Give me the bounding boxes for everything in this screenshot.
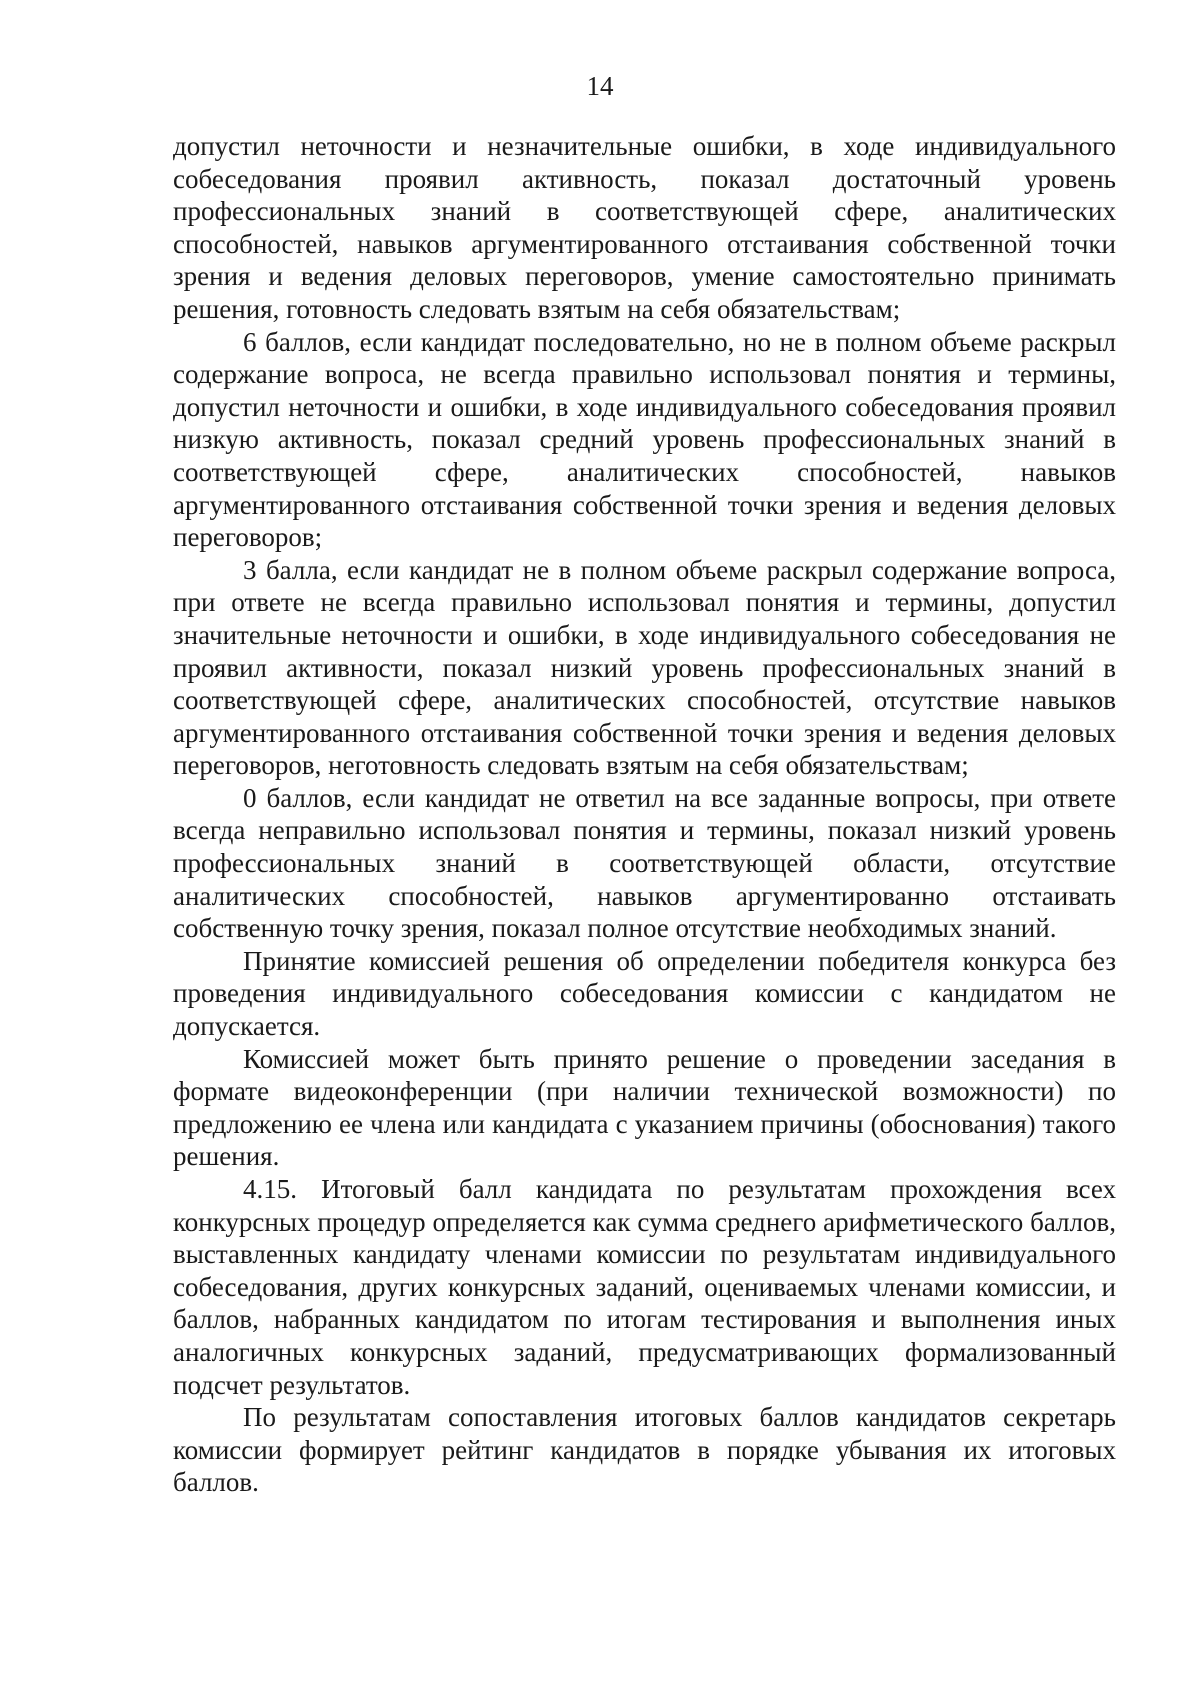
paragraph-6-points: 6 баллов, если кандидат последовательно, но не в полном объеме раскрыл содержание вопроса, не всегда правильно использовал понятия и термины, допустил неточности и ошибки, в ходе индивидуального собеседования проявил низкую активность, показал средний уровень профессиональных знаний в соответствующей сфере, аналитических способностей, навыков аргументированного отстаивания собственной точки зрения и ведения деловых переговоров; xyxy=(173,326,1116,553)
paragraph-3-points: 3 балла, если кандидат не в полном объеме раскрыл содержание вопроса, при ответе не всегда правильно использовал понятия и термины, допустил значительные неточности и ошибки, в ходе индивидуального собеседования не проявил активности, показал низкий уровень профессиональных знаний в соответствующей сфере, аналитических способностей, отсутствие навыков аргументированного отстаивания собственной точки зрения и ведения деловых переговоров, неготовность следовать взятым на себя обязательствам; xyxy=(173,554,1116,781)
paragraph-4-15-final-score: 4.15. Итоговый балл кандидата по результатам прохождения всех конкурсных процедур определяется как сумма среднего арифметического баллов, выставленных кандидату членами комиссии по результатам индивидуального собеседования, других конкурсных заданий, оцениваемых членами комиссии, и баллов, набранных кандидатом по итогам тестирования и выполнения иных аналогичных конкурсных заданий, предусматривающих формализованный подсчет результатов. xyxy=(173,1174,1116,1400)
paragraph-videoconference: Комиссией может быть принято решение о проведении заседания в формате видеоконференции (при наличии технической возможности) по предложению ее члена или кандидата с указанием причины (обоснования) такого решения. xyxy=(173,1043,1116,1172)
page-number: 14 xyxy=(586,71,614,101)
document-body xyxy=(173,130,1116,1499)
paragraph-no-interview-rule: Принятие комиссией решения об определении победителя конкурса без проведения индивидуального собеседования комиссии с кандидатом не допускается. xyxy=(173,945,1116,1042)
paragraph-continuation: допустил неточности и незначительные ошибки, в ходе индивидуального собеседования проявил активность, показал достаточный уровень профессиональных знаний в соответствующей сфере, аналитических способностей, навыков аргументированного отстаивания собственной точки зрения и ведения деловых переговоров, умение самостоятельно принимать решения, готовность следовать взятым на себя обязательствам; xyxy=(173,131,1116,324)
paragraph-rating: По результатам сопоставления итоговых баллов кандидатов секретарь комиссии формирует рейтинг кандидатов в порядке убывания их итоговых баллов. xyxy=(173,1402,1116,1498)
paragraph-0-points: 0 баллов, если кандидат не ответил на все заданные вопросы, при ответе всегда неправильно использовал понятия и термины, показал низкий уровень профессиональных знаний в соответствующей области, отсутствие аналитических способностей, навыков аргументированно отстаивать собственную точку зрения, показал полное отсутствие необходимых знаний. xyxy=(173,782,1116,944)
